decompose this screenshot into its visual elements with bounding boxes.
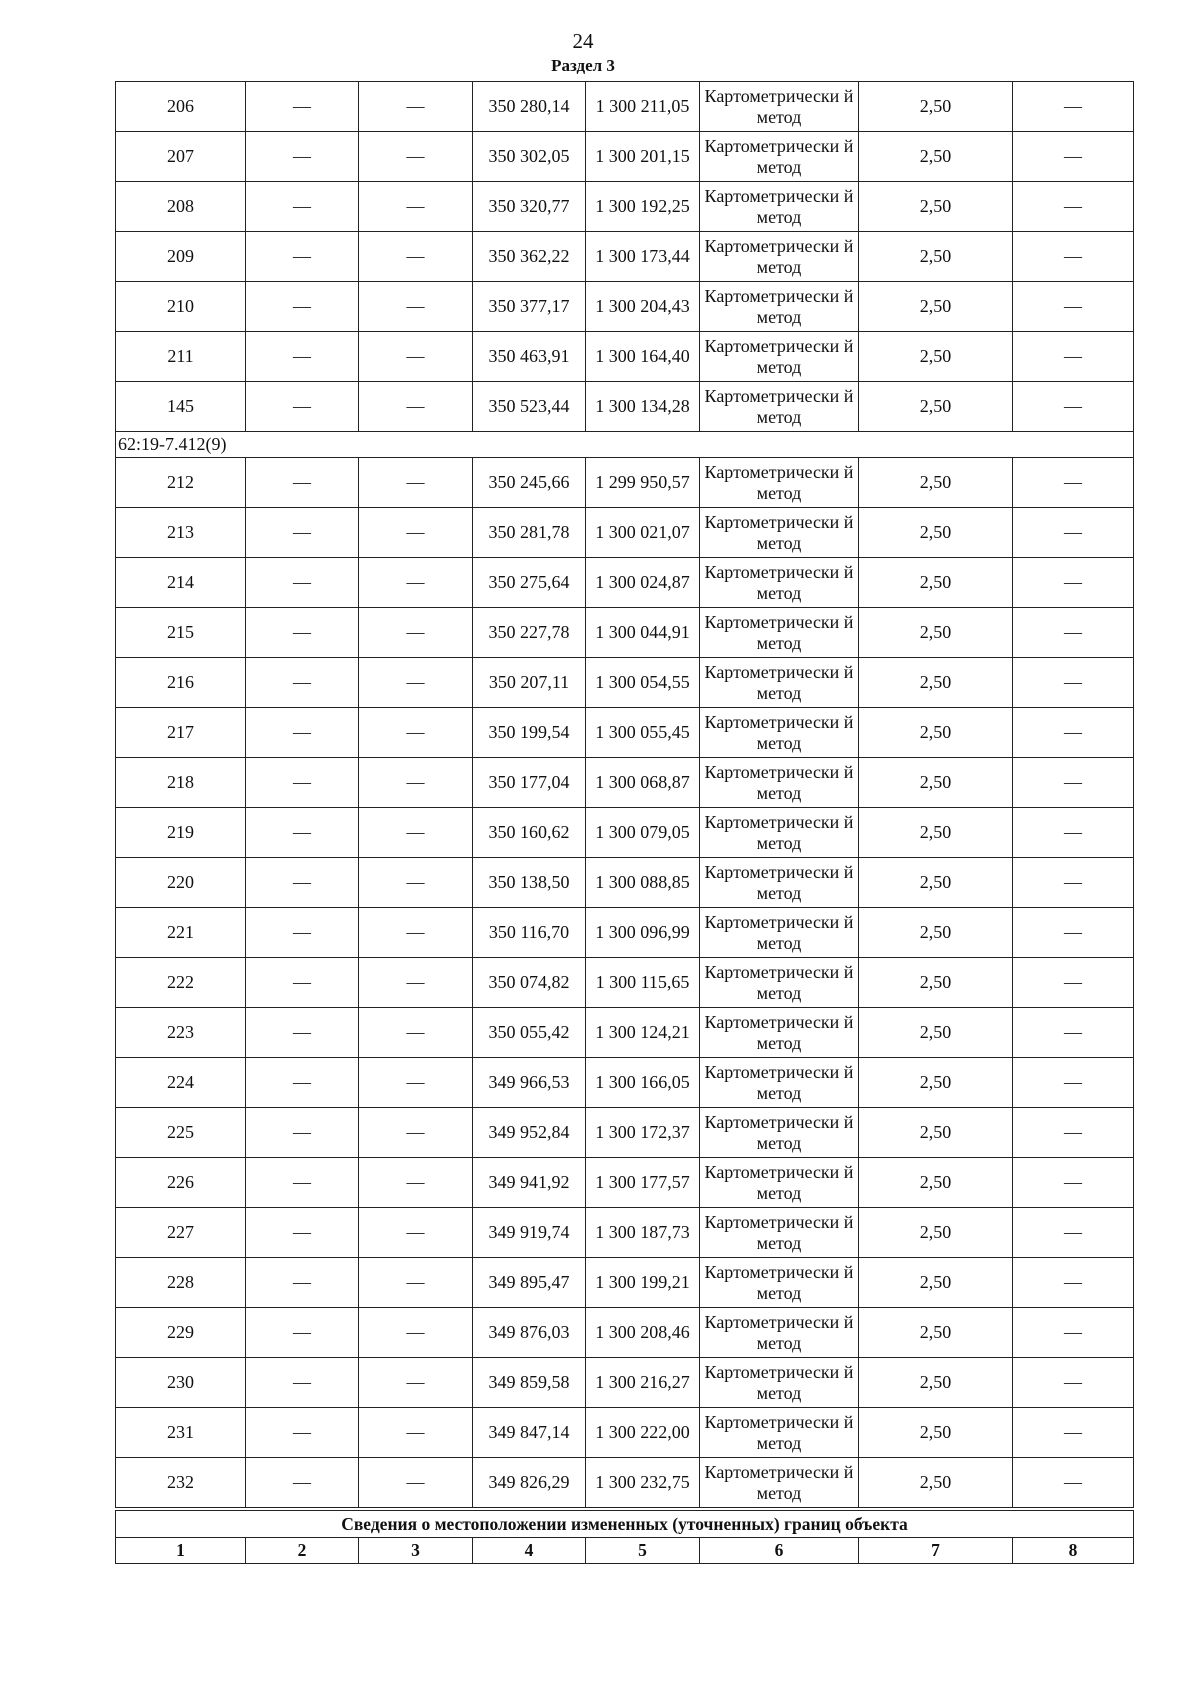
dash-cell: —	[1013, 1258, 1134, 1308]
table-row	[116, 1308, 1134, 1358]
table-row	[116, 1058, 1134, 1108]
dash-cell: —	[359, 1108, 473, 1158]
precision-cell: 2,50	[859, 958, 1013, 1008]
table-row	[116, 1158, 1134, 1208]
dash-cell: —	[246, 132, 359, 182]
dash-cell: —	[359, 958, 473, 1008]
dash-cell: —	[246, 1108, 359, 1158]
dash-cell: —	[246, 1158, 359, 1208]
dash-cell: —	[246, 1408, 359, 1458]
dash-cell: —	[1013, 332, 1134, 382]
x-coordinate-cell: 350 227,78	[473, 608, 586, 658]
precision-cell: 2,50	[859, 1008, 1013, 1058]
y-coordinate-cell: 1 300 222,00	[586, 1408, 700, 1458]
precision-cell: 2,50	[859, 1408, 1013, 1458]
point-number-cell: 210	[116, 282, 246, 332]
table-row	[116, 908, 1134, 958]
precision-cell: 2,50	[859, 1208, 1013, 1258]
y-coordinate-cell: 1 300 173,44	[586, 232, 700, 282]
dash-cell: —	[1013, 608, 1134, 658]
x-coordinate-cell: 349 919,74	[473, 1208, 586, 1258]
column-number: 4	[473, 1538, 586, 1564]
precision-cell: 2,50	[859, 758, 1013, 808]
dash-cell: —	[1013, 958, 1134, 1008]
method-cell: Картометрически й метод	[700, 1358, 859, 1408]
x-coordinate-cell: 349 952,84	[473, 1108, 586, 1158]
dash-cell: —	[1013, 808, 1134, 858]
table-row	[116, 458, 1134, 508]
column-number: 8	[1013, 1538, 1134, 1564]
dash-cell: —	[246, 1458, 359, 1510]
dash-cell: —	[359, 508, 473, 558]
dash-cell: —	[359, 1208, 473, 1258]
point-number-cell: 222	[116, 958, 246, 1008]
x-coordinate-cell: 349 847,14	[473, 1408, 586, 1458]
point-number-cell: 230	[116, 1358, 246, 1408]
dash-cell: —	[246, 458, 359, 508]
table-row	[116, 1208, 1134, 1258]
dash-cell: —	[359, 1158, 473, 1208]
table-row	[116, 232, 1134, 282]
precision-cell: 2,50	[859, 508, 1013, 558]
dash-cell: —	[246, 1258, 359, 1308]
precision-cell: 2,50	[859, 1058, 1013, 1108]
dash-cell: —	[246, 758, 359, 808]
dash-cell: —	[246, 958, 359, 1008]
dash-cell: —	[359, 182, 473, 232]
dash-cell: —	[359, 1308, 473, 1358]
dash-cell: —	[1013, 1408, 1134, 1458]
dash-cell: —	[1013, 508, 1134, 558]
y-coordinate-cell: 1 300 079,05	[586, 808, 700, 858]
x-coordinate-cell: 350 362,22	[473, 232, 586, 282]
x-coordinate-cell: 350 074,82	[473, 958, 586, 1008]
dash-cell: —	[1013, 558, 1134, 608]
dash-cell: —	[246, 82, 359, 132]
table-body-before	[116, 82, 1134, 432]
x-coordinate-cell: 350 199,54	[473, 708, 586, 758]
dash-cell: —	[359, 708, 473, 758]
precision-cell: 2,50	[859, 82, 1013, 132]
method-cell: Картометрически й метод	[700, 1308, 859, 1358]
x-coordinate-cell: 350 177,04	[473, 758, 586, 808]
point-number-cell: 223	[116, 1008, 246, 1058]
x-coordinate-cell: 350 207,11	[473, 658, 586, 708]
point-number-cell: 215	[116, 608, 246, 658]
y-coordinate-cell: 1 300 068,87	[586, 758, 700, 808]
y-coordinate-cell: 1 300 115,65	[586, 958, 700, 1008]
precision-cell: 2,50	[859, 232, 1013, 282]
table-row	[116, 1458, 1134, 1510]
dash-cell: —	[246, 182, 359, 232]
x-coordinate-cell: 349 859,58	[473, 1358, 586, 1408]
x-coordinate-cell: 350 116,70	[473, 908, 586, 958]
dash-cell: —	[246, 508, 359, 558]
column-numbers-row	[116, 1538, 1134, 1564]
dash-cell: —	[359, 1008, 473, 1058]
dash-cell: —	[359, 858, 473, 908]
method-cell: Картометрически й метод	[700, 1108, 859, 1158]
x-coordinate-cell: 350 523,44	[473, 382, 586, 432]
dash-cell: —	[246, 608, 359, 658]
dash-cell: —	[1013, 758, 1134, 808]
precision-cell: 2,50	[859, 382, 1013, 432]
table-row	[116, 82, 1134, 132]
dash-cell: —	[1013, 458, 1134, 508]
table-row	[116, 508, 1134, 558]
dash-cell: —	[359, 82, 473, 132]
table-row	[116, 858, 1134, 908]
precision-cell: 2,50	[859, 332, 1013, 382]
precision-cell: 2,50	[859, 182, 1013, 232]
column-number: 5	[586, 1538, 700, 1564]
precision-cell: 2,50	[859, 708, 1013, 758]
y-coordinate-cell: 1 300 216,27	[586, 1358, 700, 1408]
x-coordinate-cell: 350 302,05	[473, 132, 586, 182]
precision-cell: 2,50	[859, 658, 1013, 708]
table-row	[116, 608, 1134, 658]
point-number-cell: 227	[116, 1208, 246, 1258]
y-coordinate-cell: 1 300 054,55	[586, 658, 700, 708]
dash-cell: —	[1013, 1458, 1134, 1510]
dash-cell: —	[1013, 382, 1134, 432]
x-coordinate-cell: 350 275,64	[473, 558, 586, 608]
precision-cell: 2,50	[859, 858, 1013, 908]
point-number-cell: 206	[116, 82, 246, 132]
dash-cell: —	[359, 1408, 473, 1458]
y-coordinate-cell: 1 300 204,43	[586, 282, 700, 332]
dash-cell: —	[359, 458, 473, 508]
table-row	[116, 332, 1134, 382]
dash-cell: —	[246, 282, 359, 332]
dash-cell: —	[359, 1458, 473, 1510]
dash-cell: —	[1013, 1308, 1134, 1358]
y-coordinate-cell: 1 300 021,07	[586, 508, 700, 558]
point-number-cell: 207	[116, 132, 246, 182]
x-coordinate-cell: 349 966,53	[473, 1058, 586, 1108]
column-number: 1	[116, 1538, 246, 1564]
table-row	[116, 958, 1134, 1008]
column-number: 2	[246, 1538, 359, 1564]
method-cell: Картометрически й метод	[700, 758, 859, 808]
dash-cell: —	[246, 658, 359, 708]
method-cell: Картометрически й метод	[700, 382, 859, 432]
point-number-cell: 228	[116, 1258, 246, 1308]
dash-cell: —	[246, 908, 359, 958]
point-number-cell: 224	[116, 1058, 246, 1108]
table-row	[116, 1008, 1134, 1058]
x-coordinate-cell: 350 320,77	[473, 182, 586, 232]
dash-cell: —	[1013, 1008, 1134, 1058]
y-coordinate-cell: 1 300 024,87	[586, 558, 700, 608]
method-cell: Картометрически й метод	[700, 658, 859, 708]
x-coordinate-cell: 350 377,17	[473, 282, 586, 332]
table-row	[116, 1258, 1134, 1308]
method-cell: Картометрически й метод	[700, 232, 859, 282]
method-cell: Картометрически й метод	[700, 958, 859, 1008]
point-number-cell: 208	[116, 182, 246, 232]
dash-cell: —	[246, 382, 359, 432]
dash-cell: —	[246, 1308, 359, 1358]
method-cell: Картометрически й метод	[700, 1058, 859, 1108]
point-number-cell: 217	[116, 708, 246, 758]
method-cell: Картометрически й метод	[700, 608, 859, 658]
y-coordinate-cell: 1 300 177,57	[586, 1158, 700, 1208]
table-caption: Сведения о местоположении измененных (уточненных) границ объекта	[116, 1509, 1134, 1538]
y-coordinate-cell: 1 300 134,28	[586, 382, 700, 432]
y-coordinate-cell: 1 300 208,46	[586, 1308, 700, 1358]
x-coordinate-cell: 350 160,62	[473, 808, 586, 858]
method-cell: Картометрически й метод	[700, 1208, 859, 1258]
table-row	[116, 758, 1134, 808]
section-title: Раздел 3	[551, 56, 615, 75]
point-number-cell: 225	[116, 1108, 246, 1158]
y-coordinate-cell: 1 300 201,15	[586, 132, 700, 182]
precision-cell: 2,50	[859, 282, 1013, 332]
point-number-cell: 218	[116, 758, 246, 808]
method-cell: Картометрически й метод	[700, 708, 859, 758]
y-coordinate-cell: 1 300 124,21	[586, 1008, 700, 1058]
dash-cell: —	[359, 332, 473, 382]
x-coordinate-cell: 350 245,66	[473, 458, 586, 508]
point-number-cell: 214	[116, 558, 246, 608]
y-coordinate-cell: 1 300 199,21	[586, 1258, 700, 1308]
dash-cell: —	[359, 132, 473, 182]
precision-cell: 2,50	[859, 458, 1013, 508]
y-coordinate-cell: 1 300 192,25	[586, 182, 700, 232]
table-body-after	[116, 458, 1134, 1510]
method-cell: Картометрически й метод	[700, 282, 859, 332]
y-coordinate-cell: 1 300 096,99	[586, 908, 700, 958]
y-coordinate-cell: 1 300 172,37	[586, 1108, 700, 1158]
page-number: 24	[572, 29, 594, 53]
point-number-cell: 231	[116, 1408, 246, 1458]
dash-cell: —	[359, 558, 473, 608]
dash-cell: —	[359, 658, 473, 708]
point-number-cell: 212	[116, 458, 246, 508]
coordinates-table	[115, 81, 1134, 1564]
point-number-cell: 211	[116, 332, 246, 382]
dash-cell: —	[359, 1258, 473, 1308]
x-coordinate-cell: 349 826,29	[473, 1458, 586, 1510]
table-row	[116, 1408, 1134, 1458]
dash-cell: —	[246, 708, 359, 758]
y-coordinate-cell: 1 300 232,75	[586, 1458, 700, 1510]
dash-cell: —	[359, 758, 473, 808]
method-cell: Картометрически й метод	[700, 182, 859, 232]
dash-cell: —	[246, 1008, 359, 1058]
method-cell: Картометрически й метод	[700, 858, 859, 908]
dash-cell: —	[1013, 1158, 1134, 1208]
x-coordinate-cell: 350 138,50	[473, 858, 586, 908]
dash-cell: —	[359, 1358, 473, 1408]
table-row	[116, 282, 1134, 332]
dash-cell: —	[359, 382, 473, 432]
dash-cell: —	[246, 1208, 359, 1258]
column-number: 7	[859, 1538, 1013, 1564]
table-row	[116, 132, 1134, 182]
dash-cell: —	[246, 808, 359, 858]
y-coordinate-cell: 1 300 088,85	[586, 858, 700, 908]
point-number-cell: 209	[116, 232, 246, 282]
point-number-cell: 145	[116, 382, 246, 432]
dash-cell: —	[1013, 658, 1134, 708]
y-coordinate-cell: 1 300 164,40	[586, 332, 700, 382]
precision-cell: 2,50	[859, 1158, 1013, 1208]
method-cell: Картометрически й метод	[700, 458, 859, 508]
x-coordinate-cell: 350 280,14	[473, 82, 586, 132]
table-row	[116, 808, 1134, 858]
method-cell: Картометрически й метод	[700, 508, 859, 558]
dash-cell: —	[1013, 708, 1134, 758]
precision-cell: 2,50	[859, 608, 1013, 658]
precision-cell: 2,50	[859, 558, 1013, 608]
x-coordinate-cell: 349 876,03	[473, 1308, 586, 1358]
method-cell: Картометрически й метод	[700, 558, 859, 608]
dash-cell: —	[1013, 858, 1134, 908]
point-number-cell: 221	[116, 908, 246, 958]
dash-cell: —	[246, 232, 359, 282]
method-cell: Картометрически й метод	[700, 1008, 859, 1058]
precision-cell: 2,50	[859, 1258, 1013, 1308]
dash-cell: —	[246, 558, 359, 608]
point-number-cell: 226	[116, 1158, 246, 1208]
x-coordinate-cell: 350 281,78	[473, 508, 586, 558]
dash-cell: —	[359, 808, 473, 858]
precision-cell: 2,50	[859, 1358, 1013, 1408]
x-coordinate-cell: 350 055,42	[473, 1008, 586, 1058]
dash-cell: —	[359, 908, 473, 958]
point-number-cell: 229	[116, 1308, 246, 1358]
dash-cell: —	[246, 332, 359, 382]
table-row	[116, 1108, 1134, 1158]
method-cell: Картометрически й метод	[700, 1258, 859, 1308]
dash-cell: —	[1013, 1058, 1134, 1108]
point-number-cell: 220	[116, 858, 246, 908]
point-number-cell: 219	[116, 808, 246, 858]
dash-cell: —	[246, 858, 359, 908]
x-coordinate-cell: 349 895,47	[473, 1258, 586, 1308]
table-row	[116, 1358, 1134, 1408]
dash-cell: —	[1013, 1358, 1134, 1408]
group-label: 62:19-7.412(9)	[116, 432, 1134, 458]
y-coordinate-cell: 1 300 044,91	[586, 608, 700, 658]
table-row	[116, 708, 1134, 758]
column-number: 3	[359, 1538, 473, 1564]
dash-cell: —	[1013, 132, 1134, 182]
y-coordinate-cell: 1 300 187,73	[586, 1208, 700, 1258]
x-coordinate-cell: 350 463,91	[473, 332, 586, 382]
point-number-cell: 232	[116, 1458, 246, 1510]
method-cell: Картометрически й метод	[700, 808, 859, 858]
table-row	[116, 658, 1134, 708]
dash-cell: —	[1013, 82, 1134, 132]
method-cell: Картометрически й метод	[700, 132, 859, 182]
dash-cell: —	[246, 1058, 359, 1108]
dash-cell: —	[1013, 1108, 1134, 1158]
dash-cell: —	[359, 282, 473, 332]
dash-cell: —	[359, 232, 473, 282]
column-number: 6	[700, 1538, 859, 1564]
method-cell: Картометрически й метод	[700, 908, 859, 958]
table-row	[116, 382, 1134, 432]
precision-cell: 2,50	[859, 808, 1013, 858]
dash-cell: —	[1013, 232, 1134, 282]
method-cell: Картометрически й метод	[700, 1408, 859, 1458]
precision-cell: 2,50	[859, 1308, 1013, 1358]
point-number-cell: 213	[116, 508, 246, 558]
method-cell: Картометрически й метод	[700, 332, 859, 382]
method-cell: Картометрически й метод	[700, 1458, 859, 1510]
precision-cell: 2,50	[859, 1108, 1013, 1158]
dash-cell: —	[246, 1358, 359, 1408]
group-row	[116, 432, 1134, 458]
dash-cell: —	[1013, 282, 1134, 332]
precision-cell: 2,50	[859, 1458, 1013, 1510]
dash-cell: —	[1013, 1208, 1134, 1258]
dash-cell: —	[359, 608, 473, 658]
method-cell: Картометрически й метод	[700, 82, 859, 132]
precision-cell: 2,50	[859, 908, 1013, 958]
precision-cell: 2,50	[859, 132, 1013, 182]
point-number-cell: 216	[116, 658, 246, 708]
method-cell: Картометрически й метод	[700, 1158, 859, 1208]
y-coordinate-cell: 1 300 055,45	[586, 708, 700, 758]
table-row	[116, 182, 1134, 232]
dash-cell: —	[359, 1058, 473, 1108]
x-coordinate-cell: 349 941,92	[473, 1158, 586, 1208]
y-coordinate-cell: 1 299 950,57	[586, 458, 700, 508]
dash-cell: —	[1013, 182, 1134, 232]
y-coordinate-cell: 1 300 166,05	[586, 1058, 700, 1108]
table-row	[116, 558, 1134, 608]
caption-row	[116, 1509, 1134, 1538]
dash-cell: —	[1013, 908, 1134, 958]
y-coordinate-cell: 1 300 211,05	[586, 82, 700, 132]
